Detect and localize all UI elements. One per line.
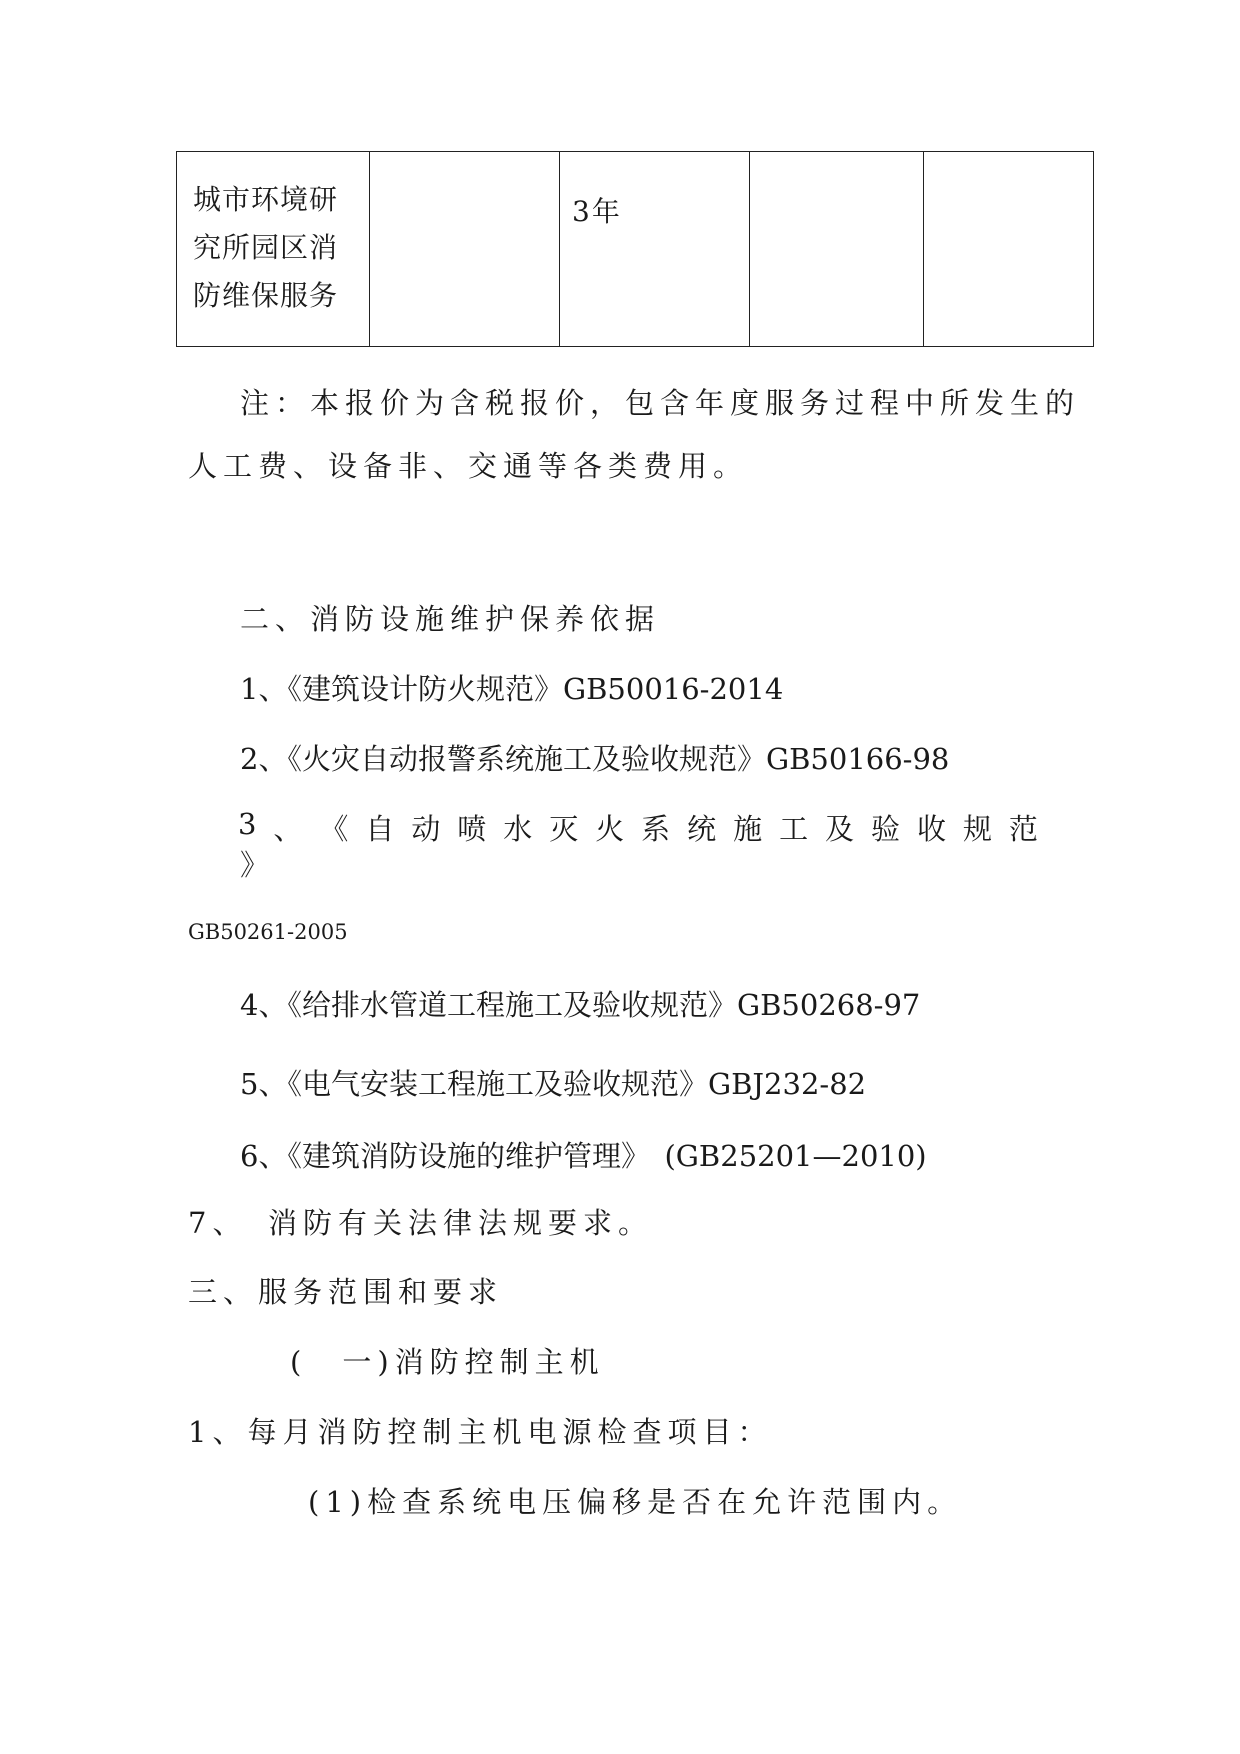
note-line-2: 人工费、设备非、交通等各类费用。 bbox=[188, 449, 749, 483]
project-name-line: 究所园区消 bbox=[193, 231, 339, 264]
basis-item-3-char: 施 bbox=[733, 812, 763, 846]
basis-item-3-char: 灭 bbox=[549, 812, 579, 846]
empty-cell bbox=[370, 152, 560, 347]
basis-item-3-char: 系 bbox=[641, 812, 671, 846]
service-term-cell: 3年 bbox=[560, 152, 750, 347]
basis-item-3-char: 规 bbox=[962, 812, 992, 846]
note-line-1: 注：本报价为含税报价，包含年度服务过程中所发生的 bbox=[240, 386, 1081, 420]
project-name-line: 防维保服务 bbox=[193, 279, 339, 312]
section-3-heading: 三、服务范围和要求 bbox=[188, 1275, 504, 1309]
empty-cell bbox=[924, 152, 1094, 347]
section-3-subheading: ( 一)消防控制主机 bbox=[290, 1345, 605, 1379]
basis-item-5: 5、《电气安装工程施工及验收规范》GBJ232-82 bbox=[240, 1067, 867, 1101]
basis-item-3-char: 工 bbox=[779, 812, 809, 846]
table-row bbox=[177, 152, 1094, 347]
basis-item-3-char: 收 bbox=[916, 812, 946, 846]
basis-item-3-char: 统 bbox=[687, 812, 717, 846]
basis-item-3-code: GB50261-2005 bbox=[188, 920, 348, 944]
basis-item-3-char: 火 bbox=[595, 812, 625, 846]
basis-item-4: 4、《给排水管道工程施工及验收规范》GB50268-97 bbox=[240, 988, 921, 1022]
section-3-item-1: 1、每月消防控制主机电源检查项目： bbox=[188, 1415, 773, 1449]
section-2-heading: 二、消防设施维护保养依据 bbox=[240, 602, 661, 636]
basis-item-3-char: 3 bbox=[238, 807, 257, 841]
basis-item-3-close: 》 bbox=[240, 848, 270, 882]
basis-item-3-char: 验 bbox=[871, 812, 901, 846]
basis-item-3-char: 动 bbox=[411, 812, 441, 846]
basis-item-2: 2、《火灾自动报警系统施工及验收规范》GB50166-98 bbox=[240, 742, 950, 776]
basis-item-3-char: 自 bbox=[365, 812, 395, 846]
basis-item-3-char: 喷 bbox=[457, 812, 487, 846]
project-name-cell bbox=[177, 152, 370, 347]
basis-item-3-char: 《 bbox=[319, 812, 349, 846]
basis-item-6: 6、《建筑消防设施的维护管理》 (GB25201—2010) bbox=[240, 1139, 927, 1173]
section-3-item-1-sub-1: (1)检查系统电压偏移是否在允许范围内。 bbox=[308, 1485, 963, 1519]
basis-item-1: 1、《建筑设计防火规范》GB50016-2014 bbox=[240, 672, 784, 706]
project-name-line: 城市环境研 bbox=[193, 183, 339, 216]
basis-item-3-char: 范 bbox=[1008, 812, 1038, 846]
basis-item-3-char: 、 bbox=[273, 812, 303, 846]
basis-item-3 bbox=[238, 807, 1038, 848]
basis-item-3-char: 水 bbox=[503, 812, 533, 846]
basis-item-7: 7、 消防有关法律法规要求。 bbox=[188, 1206, 653, 1240]
quote-table bbox=[176, 151, 1094, 347]
basis-item-3-char: 及 bbox=[825, 812, 855, 846]
empty-cell bbox=[750, 152, 924, 347]
